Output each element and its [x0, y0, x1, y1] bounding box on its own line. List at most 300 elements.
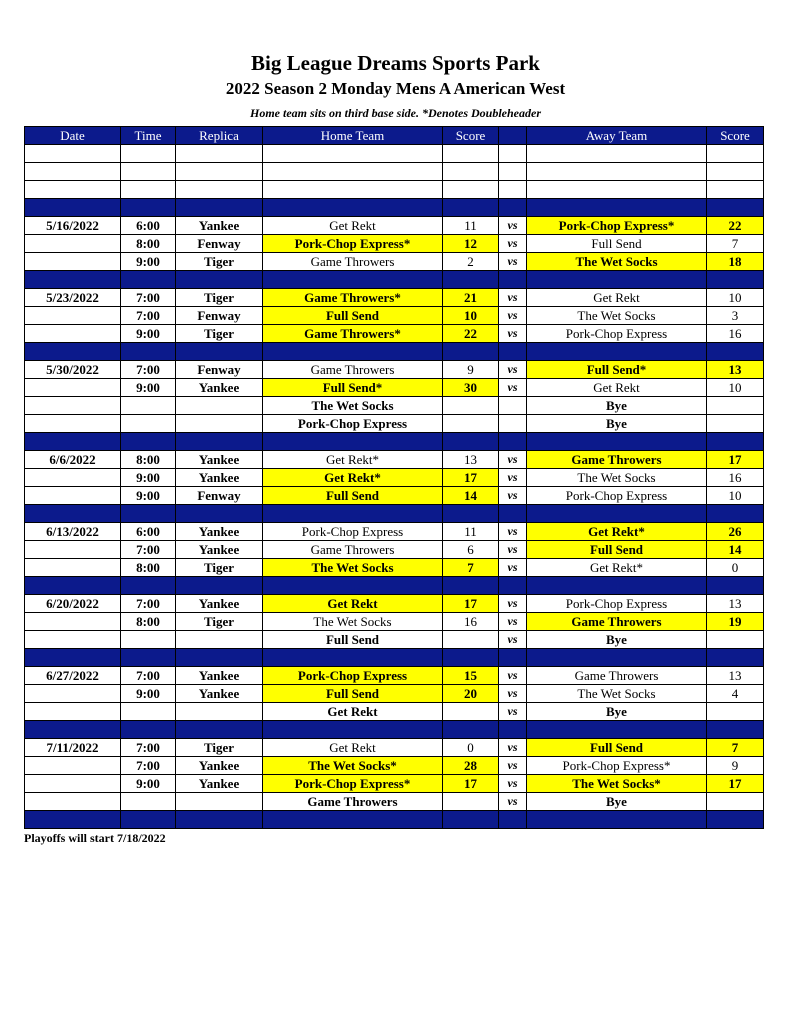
time-cell: 9:00 — [121, 325, 176, 343]
week-separator-row — [25, 199, 764, 217]
separator-cell — [176, 577, 263, 595]
page-subtitle: 2022 Season 2 Monday Mens A American West — [225, 79, 566, 98]
away-score-cell: 17 — [707, 451, 764, 469]
vs-cell: vs — [499, 595, 527, 613]
time-cell — [121, 397, 176, 415]
col-header-home-score: Score — [443, 127, 499, 145]
home-team-cell: Get Rekt — [263, 739, 443, 757]
replica-cell: Yankee — [176, 451, 263, 469]
separator-cell — [499, 433, 527, 451]
game-row — [25, 613, 764, 631]
vs-cell: vs — [499, 379, 527, 397]
away-score-cell: 13 — [707, 595, 764, 613]
blank-cell — [121, 163, 176, 181]
time-cell — [121, 793, 176, 811]
date-cell: 7/11/2022 — [25, 739, 121, 757]
time-cell — [121, 631, 176, 649]
week-separator-row — [25, 649, 764, 667]
away-score-cell: 13 — [707, 361, 764, 379]
table-header-row — [25, 127, 764, 145]
home-team-cell: The Wet Socks — [263, 397, 443, 415]
separator-cell — [121, 811, 176, 829]
replica-cell: Yankee — [176, 541, 263, 559]
home-team-cell: Pork-Chop Express — [263, 667, 443, 685]
separator-cell — [25, 721, 121, 739]
replica-cell: Yankee — [176, 217, 263, 235]
schedule-table — [24, 126, 764, 829]
game-row — [25, 757, 764, 775]
separator-cell — [707, 505, 764, 523]
game-row — [25, 667, 764, 685]
week-separator-row — [25, 271, 764, 289]
blank-cell — [176, 163, 263, 181]
date-cell — [25, 631, 121, 649]
home-score-cell: 15 — [443, 667, 499, 685]
week-separator-row — [25, 721, 764, 739]
vs-cell: vs — [499, 667, 527, 685]
game-row — [25, 469, 764, 487]
vs-cell: vs — [499, 775, 527, 793]
away-team-cell: Bye — [527, 415, 707, 433]
game-row — [25, 523, 764, 541]
home-team-cell: Pork-Chop Express — [263, 523, 443, 541]
away-team-cell: The Wet Socks* — [527, 775, 707, 793]
away-team-cell: Full Send — [527, 739, 707, 757]
separator-cell — [443, 721, 499, 739]
away-score-cell: 7 — [707, 739, 764, 757]
date-cell — [25, 685, 121, 703]
separator-cell — [263, 199, 443, 217]
separator-cell — [25, 505, 121, 523]
date-cell — [25, 775, 121, 793]
home-score-cell: 13 — [443, 451, 499, 469]
col-header-away-score: Score — [707, 127, 764, 145]
vs-cell: vs — [499, 469, 527, 487]
blank-cell — [121, 145, 176, 163]
separator-cell — [707, 343, 764, 361]
vs-cell — [499, 415, 527, 433]
away-score-cell: 10 — [707, 289, 764, 307]
vs-cell — [499, 397, 527, 415]
vs-cell: vs — [499, 685, 527, 703]
home-team-cell: Full Send — [263, 487, 443, 505]
separator-cell — [121, 271, 176, 289]
away-team-cell: The Wet Socks — [527, 469, 707, 487]
separator-cell — [121, 721, 176, 739]
vs-cell: vs — [499, 523, 527, 541]
date-cell — [25, 253, 121, 271]
separator-cell — [707, 199, 764, 217]
home-team-cell: Get Rekt — [263, 703, 443, 721]
game-row — [25, 235, 764, 253]
page-note: Home team sits on third base side. *Denotes Doubleheader — [250, 106, 541, 120]
date-cell: 6/6/2022 — [25, 451, 121, 469]
home-team-cell: Game Throwers* — [263, 325, 443, 343]
vs-cell: vs — [499, 325, 527, 343]
blank-cell — [499, 145, 527, 163]
blank-cell — [25, 163, 121, 181]
blank-row — [25, 145, 764, 163]
game-row — [25, 361, 764, 379]
separator-cell — [707, 433, 764, 451]
away-team-cell: Get Rekt — [527, 289, 707, 307]
game-row — [25, 775, 764, 793]
home-team-cell: Get Rekt — [263, 217, 443, 235]
home-score-cell: 10 — [443, 307, 499, 325]
vs-cell: vs — [499, 289, 527, 307]
away-score-cell: 18 — [707, 253, 764, 271]
bye-row — [25, 631, 764, 649]
date-cell — [25, 793, 121, 811]
away-team-cell: The Wet Socks — [527, 307, 707, 325]
separator-cell — [176, 199, 263, 217]
game-row — [25, 685, 764, 703]
separator-cell — [25, 271, 121, 289]
time-cell: 8:00 — [121, 613, 176, 631]
home-score-cell: 22 — [443, 325, 499, 343]
away-team-cell: Pork-Chop Express — [527, 325, 707, 343]
blank-row — [25, 163, 764, 181]
vs-cell: vs — [499, 631, 527, 649]
away-team-cell: The Wet Socks — [527, 685, 707, 703]
replica-cell: Tiger — [176, 739, 263, 757]
game-row — [25, 739, 764, 757]
home-score-cell: 17 — [443, 775, 499, 793]
replica-cell — [176, 631, 263, 649]
separator-cell — [499, 649, 527, 667]
separator-cell — [443, 343, 499, 361]
away-score-cell: 10 — [707, 487, 764, 505]
separator-cell — [263, 577, 443, 595]
date-cell — [25, 325, 121, 343]
away-team-cell: Bye — [527, 703, 707, 721]
away-team-cell: Bye — [527, 397, 707, 415]
home-score-cell: 28 — [443, 757, 499, 775]
separator-cell — [707, 271, 764, 289]
replica-cell: Yankee — [176, 523, 263, 541]
separator-cell — [527, 343, 707, 361]
away-score-cell: 7 — [707, 235, 764, 253]
home-team-cell: Game Throwers — [263, 361, 443, 379]
replica-cell — [176, 397, 263, 415]
blank-cell — [25, 181, 121, 199]
time-cell — [121, 415, 176, 433]
separator-cell — [499, 577, 527, 595]
home-team-cell: Pork-Chop Express* — [263, 775, 443, 793]
game-row — [25, 595, 764, 613]
date-cell: 5/30/2022 — [25, 361, 121, 379]
separator-cell — [263, 343, 443, 361]
separator-cell — [263, 649, 443, 667]
separator-cell — [499, 343, 527, 361]
away-score-cell: 10 — [707, 379, 764, 397]
separator-cell — [121, 505, 176, 523]
home-score-cell — [443, 793, 499, 811]
away-team-cell: Game Throwers — [527, 613, 707, 631]
separator-cell — [443, 505, 499, 523]
away-score-cell — [707, 631, 764, 649]
game-row — [25, 541, 764, 559]
away-score-cell: 22 — [707, 217, 764, 235]
home-score-cell: 21 — [443, 289, 499, 307]
date-cell — [25, 757, 121, 775]
home-team-cell: Full Send — [263, 307, 443, 325]
home-team-cell: The Wet Socks* — [263, 757, 443, 775]
blank-cell — [527, 145, 707, 163]
date-cell — [25, 703, 121, 721]
time-cell: 9:00 — [121, 469, 176, 487]
game-row — [25, 451, 764, 469]
separator-cell — [263, 271, 443, 289]
replica-cell: Yankee — [176, 667, 263, 685]
replica-cell: Tiger — [176, 613, 263, 631]
separator-cell — [176, 505, 263, 523]
separator-cell — [263, 721, 443, 739]
col-header-time: Time — [121, 127, 176, 145]
separator-cell — [499, 199, 527, 217]
col-header-replica: Replica — [176, 127, 263, 145]
home-score-cell: 11 — [443, 523, 499, 541]
away-team-cell: The Wet Socks — [527, 253, 707, 271]
time-cell: 9:00 — [121, 487, 176, 505]
time-cell: 7:00 — [121, 541, 176, 559]
time-cell: 8:00 — [121, 235, 176, 253]
time-cell: 8:00 — [121, 559, 176, 577]
bye-row — [25, 415, 764, 433]
footer-note: Playoffs will start 7/18/2022 — [24, 831, 166, 845]
separator-cell — [25, 433, 121, 451]
home-score-cell: 20 — [443, 685, 499, 703]
blank-cell — [499, 181, 527, 199]
separator-cell — [176, 271, 263, 289]
away-score-cell: 16 — [707, 469, 764, 487]
separator-cell — [527, 721, 707, 739]
game-row — [25, 217, 764, 235]
game-row — [25, 379, 764, 397]
separator-cell — [263, 433, 443, 451]
home-team-cell: Game Throwers — [263, 253, 443, 271]
date-cell — [25, 415, 121, 433]
time-cell: 8:00 — [121, 451, 176, 469]
separator-cell — [527, 505, 707, 523]
bye-row — [25, 703, 764, 721]
separator-cell — [707, 721, 764, 739]
vs-cell: vs — [499, 307, 527, 325]
date-cell — [25, 487, 121, 505]
time-cell — [121, 703, 176, 721]
home-score-cell: 6 — [443, 541, 499, 559]
home-team-cell: Pork-Chop Express* — [263, 235, 443, 253]
time-cell: 6:00 — [121, 217, 176, 235]
col-header-vs — [499, 127, 527, 145]
separator-cell — [499, 811, 527, 829]
separator-cell — [121, 649, 176, 667]
home-score-cell: 12 — [443, 235, 499, 253]
away-score-cell: 0 — [707, 559, 764, 577]
separator-cell — [443, 271, 499, 289]
bye-row — [25, 793, 764, 811]
away-team-cell: Full Send — [527, 235, 707, 253]
replica-cell: Tiger — [176, 559, 263, 577]
blank-cell — [707, 163, 764, 181]
home-team-cell: Game Throwers — [263, 793, 443, 811]
replica-cell: Tiger — [176, 325, 263, 343]
game-row — [25, 487, 764, 505]
blank-cell — [499, 163, 527, 181]
separator-cell — [25, 343, 121, 361]
date-cell: 5/23/2022 — [25, 289, 121, 307]
vs-cell: vs — [499, 253, 527, 271]
separator-cell — [527, 433, 707, 451]
home-team-cell: Full Send — [263, 631, 443, 649]
date-cell: 5/16/2022 — [25, 217, 121, 235]
time-cell: 7:00 — [121, 361, 176, 379]
time-cell: 7:00 — [121, 289, 176, 307]
home-score-cell — [443, 397, 499, 415]
away-team-cell: Bye — [527, 631, 707, 649]
blank-cell — [443, 181, 499, 199]
time-cell: 9:00 — [121, 253, 176, 271]
home-team-cell: Full Send* — [263, 379, 443, 397]
home-team-cell: The Wet Socks — [263, 559, 443, 577]
blank-row — [25, 181, 764, 199]
home-score-cell — [443, 415, 499, 433]
page-title: Big League Dreams Sports Park — [251, 51, 540, 75]
schedule-body — [25, 145, 764, 829]
separator-cell — [121, 433, 176, 451]
home-score-cell: 0 — [443, 739, 499, 757]
vs-cell: vs — [499, 451, 527, 469]
vs-cell: vs — [499, 541, 527, 559]
separator-cell — [25, 811, 121, 829]
date-cell — [25, 613, 121, 631]
home-score-cell: 2 — [443, 253, 499, 271]
separator-cell — [25, 199, 121, 217]
separator-cell — [121, 199, 176, 217]
away-score-cell: 26 — [707, 523, 764, 541]
game-row — [25, 253, 764, 271]
away-score-cell: 13 — [707, 667, 764, 685]
home-score-cell: 30 — [443, 379, 499, 397]
time-cell: 7:00 — [121, 595, 176, 613]
home-team-cell: Game Throwers* — [263, 289, 443, 307]
time-cell: 9:00 — [121, 685, 176, 703]
vs-cell: vs — [499, 613, 527, 631]
replica-cell: Yankee — [176, 379, 263, 397]
vs-cell: vs — [499, 487, 527, 505]
blank-cell — [263, 145, 443, 163]
week-separator-row — [25, 433, 764, 451]
home-score-cell: 9 — [443, 361, 499, 379]
replica-cell: Tiger — [176, 289, 263, 307]
replica-cell: Fenway — [176, 487, 263, 505]
vs-cell: vs — [499, 217, 527, 235]
blank-cell — [263, 181, 443, 199]
date-cell: 6/13/2022 — [25, 523, 121, 541]
separator-cell — [176, 649, 263, 667]
replica-cell: Fenway — [176, 361, 263, 379]
game-row — [25, 307, 764, 325]
vs-cell: vs — [499, 361, 527, 379]
away-score-cell — [707, 793, 764, 811]
separator-cell — [527, 649, 707, 667]
game-row — [25, 289, 764, 307]
col-header-date: Date — [25, 127, 121, 145]
separator-cell — [707, 811, 764, 829]
separator-cell — [176, 343, 263, 361]
away-score-cell: 14 — [707, 541, 764, 559]
blank-cell — [176, 145, 263, 163]
separator-cell — [176, 433, 263, 451]
away-team-cell: Pork-Chop Express* — [527, 757, 707, 775]
vs-cell: vs — [499, 757, 527, 775]
home-score-cell — [443, 703, 499, 721]
date-cell — [25, 235, 121, 253]
home-team-cell: Get Rekt* — [263, 469, 443, 487]
separator-cell — [707, 649, 764, 667]
separator-cell — [499, 505, 527, 523]
away-team-cell: Get Rekt — [527, 379, 707, 397]
separator-cell — [176, 811, 263, 829]
game-row — [25, 325, 764, 343]
date-cell — [25, 541, 121, 559]
week-separator-row — [25, 577, 764, 595]
col-header-away-team: Away Team — [527, 127, 707, 145]
replica-cell: Yankee — [176, 685, 263, 703]
home-score-cell: 17 — [443, 595, 499, 613]
away-team-cell: Pork-Chop Express* — [527, 217, 707, 235]
separator-cell — [443, 649, 499, 667]
time-cell: 6:00 — [121, 523, 176, 541]
replica-cell — [176, 703, 263, 721]
time-cell: 7:00 — [121, 739, 176, 757]
col-header-home-team: Home Team — [263, 127, 443, 145]
blank-cell — [443, 163, 499, 181]
date-cell — [25, 307, 121, 325]
week-separator-row — [25, 505, 764, 523]
date-cell — [25, 379, 121, 397]
separator-cell — [499, 721, 527, 739]
blank-cell — [707, 181, 764, 199]
home-score-cell: 16 — [443, 613, 499, 631]
away-team-cell: Get Rekt* — [527, 559, 707, 577]
blank-cell — [527, 181, 707, 199]
replica-cell — [176, 793, 263, 811]
time-cell: 7:00 — [121, 307, 176, 325]
separator-cell — [499, 271, 527, 289]
blank-cell — [25, 145, 121, 163]
replica-cell: Yankee — [176, 775, 263, 793]
replica-cell: Tiger — [176, 253, 263, 271]
time-cell: 7:00 — [121, 757, 176, 775]
blank-cell — [527, 163, 707, 181]
home-team-cell: The Wet Socks — [263, 613, 443, 631]
blank-cell — [176, 181, 263, 199]
away-score-cell: 19 — [707, 613, 764, 631]
away-team-cell: Pork-Chop Express — [527, 487, 707, 505]
vs-cell: vs — [499, 793, 527, 811]
away-score-cell: 4 — [707, 685, 764, 703]
separator-cell — [25, 649, 121, 667]
time-cell: 9:00 — [121, 379, 176, 397]
blank-cell — [443, 145, 499, 163]
away-score-cell: 3 — [707, 307, 764, 325]
separator-cell — [121, 577, 176, 595]
separator-cell — [121, 343, 176, 361]
bye-row — [25, 397, 764, 415]
separator-cell — [25, 577, 121, 595]
separator-cell — [527, 811, 707, 829]
